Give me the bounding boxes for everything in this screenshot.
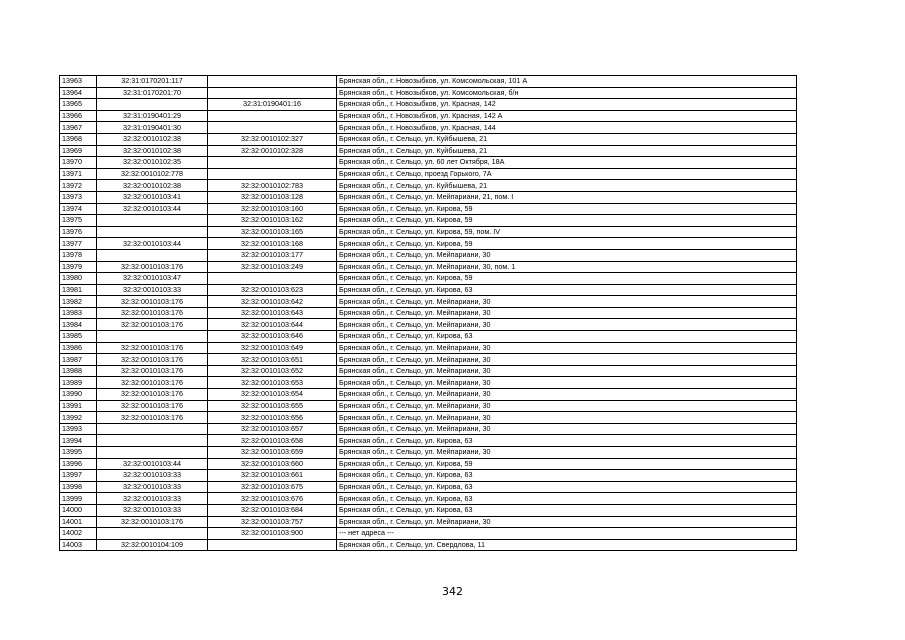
address-cell: Брянская обл., г. Сельцо, ул. Кирова, 59, пом. IV [337, 226, 797, 238]
row-number-cell: 13998 [60, 481, 97, 493]
object-number-cell: 32:32:0010103:661 [208, 470, 337, 482]
table-row [60, 145, 797, 157]
object-number-cell [208, 168, 337, 180]
parcel-number-cell: 32:31:0190401:29 [97, 110, 208, 122]
object-number-cell [208, 122, 337, 134]
address-cell: Брянская обл., г. Сельцо, ул. Мейпариани, 30 [337, 400, 797, 412]
address-cell: Брянская обл., г. Сельцо, ул. Мейпариани, 30 [337, 516, 797, 528]
object-number-cell: 32:32:0010103:656 [208, 412, 337, 424]
table-row [60, 273, 797, 285]
address-cell: Брянская обл., г. Сельцо, ул. Мейпариани, 30 [337, 319, 797, 331]
object-number-cell: 32:32:0010103:653 [208, 377, 337, 389]
address-cell: Брянская обл., г. Сельцо, ул. Кирова, 59 [337, 458, 797, 470]
object-number-cell: 32:32:0010103:177 [208, 249, 337, 261]
row-number-cell: 13997 [60, 470, 97, 482]
address-cell: Брянская обл., г. Сельцо, ул. Кирова, 59 [337, 203, 797, 215]
parcel-number-cell: 32:32:0010102:35 [97, 157, 208, 169]
row-number-cell: 13963 [60, 76, 97, 88]
row-number-cell: 13992 [60, 412, 97, 424]
table-row [60, 157, 797, 169]
address-cell: Брянская обл., г. Сельцо, ул. Мейпариани, 30 [337, 412, 797, 424]
address-cell: Брянская обл., г. Сельцо, ул. Мейпариани, 30 [337, 377, 797, 389]
table-row [60, 516, 797, 528]
row-number-cell: 13967 [60, 122, 97, 134]
address-cell: Брянская обл., г. Сельцо, ул. Куйбышева, 21 [337, 180, 797, 192]
object-number-cell: 32:32:0010103:654 [208, 389, 337, 401]
parcel-number-cell: 32:32:0010102:38 [97, 180, 208, 192]
row-number-cell: 13972 [60, 180, 97, 192]
address-cell: Брянская обл., г. Сельцо, ул. Мейпариани, 30 [337, 365, 797, 377]
parcel-number-cell: 32:32:0010103:33 [97, 504, 208, 516]
row-number-cell: 13988 [60, 365, 97, 377]
object-number-cell: 32:32:0010103:249 [208, 261, 337, 273]
address-cell: Брянская обл., г. Сельцо, ул. 60 лет Октября, 18А [337, 157, 797, 169]
address-cell: Брянская обл., г. Сельцо, ул. Мейпариани, 30 [337, 354, 797, 366]
row-number-cell: 13990 [60, 389, 97, 401]
table-row [60, 180, 797, 192]
row-number-cell: 14003 [60, 539, 97, 551]
table-row [60, 481, 797, 493]
parcel-number-cell: 32:32:0010103:41 [97, 191, 208, 203]
address-cell: Брянская обл., г. Новозыбков, ул. Комсомольская, б/н [337, 87, 797, 99]
table-row [60, 191, 797, 203]
address-cell: Брянская обл., г. Сельцо, ул. Мейпариани, 30 [337, 389, 797, 401]
table-row [60, 458, 797, 470]
parcel-number-cell: 32:32:0010103:176 [97, 342, 208, 354]
object-number-cell: 32:32:0010103:165 [208, 226, 337, 238]
row-number-cell: 13999 [60, 493, 97, 505]
table-row [60, 87, 797, 99]
address-cell: Брянская обл., г. Сельцо, ул. Кирова, 59 [337, 273, 797, 285]
table-row [60, 493, 797, 505]
row-number-cell: 13975 [60, 215, 97, 227]
table-row [60, 238, 797, 250]
parcel-number-cell: 32:32:0010103:176 [97, 516, 208, 528]
address-cell: Брянская обл., г. Сельцо, ул. Свердлова, 11 [337, 539, 797, 551]
row-number-cell: 13969 [60, 145, 97, 157]
object-number-cell: 32:32:0010103:657 [208, 423, 337, 435]
row-number-cell: 13977 [60, 238, 97, 250]
row-number-cell: 13983 [60, 307, 97, 319]
object-number-cell: 32:32:0010103:757 [208, 516, 337, 528]
row-number-cell: 13964 [60, 87, 97, 99]
parcel-number-cell: 32:32:0010103:176 [97, 412, 208, 424]
object-number-cell: 32:32:0010103:900 [208, 528, 337, 540]
address-cell: Брянская обл., г. Сельцо, ул. Кирова, 63 [337, 331, 797, 343]
row-number-cell: 14002 [60, 528, 97, 540]
table-row [60, 447, 797, 459]
table-row [60, 284, 797, 296]
table-row [60, 99, 797, 111]
object-number-cell: 32:32:0010103:652 [208, 365, 337, 377]
parcel-number-cell: 32:32:0010102:778 [97, 168, 208, 180]
row-number-cell: 13965 [60, 99, 97, 111]
row-number-cell: 13980 [60, 273, 97, 285]
table-row [60, 400, 797, 412]
table-row [60, 470, 797, 482]
row-number-cell: 13971 [60, 168, 97, 180]
parcel-number-cell: 32:32:0010103:176 [97, 307, 208, 319]
row-number-cell: 13993 [60, 423, 97, 435]
row-number-cell: 13979 [60, 261, 97, 273]
address-cell: Брянская обл., г. Сельцо, ул. Кирова, 63 [337, 493, 797, 505]
table-row [60, 215, 797, 227]
object-number-cell: 32:32:0010103:660 [208, 458, 337, 470]
parcel-number-cell [97, 447, 208, 459]
table-row [60, 203, 797, 215]
object-number-cell: 32:32:0010103:675 [208, 481, 337, 493]
object-number-cell: 32:32:0010103:168 [208, 238, 337, 250]
row-number-cell: 13994 [60, 435, 97, 447]
address-cell: Брянская обл., г. Сельцо, ул. Кирова, 59 [337, 215, 797, 227]
address-cell: Брянская обл., г. Сельцо, ул. Мейпариани, 30 [337, 342, 797, 354]
row-number-cell: 13996 [60, 458, 97, 470]
object-number-cell: 32:32:0010103:162 [208, 215, 337, 227]
table-row [60, 412, 797, 424]
object-number-cell: 32:32:0010103:649 [208, 342, 337, 354]
row-number-cell: 13966 [60, 110, 97, 122]
parcel-number-cell: 32:32:0010103:176 [97, 354, 208, 366]
object-number-cell: 32:32:0010102:783 [208, 180, 337, 192]
parcel-number-cell: 32:32:0010103:176 [97, 296, 208, 308]
page-number: 342 [442, 585, 463, 598]
object-number-cell: 32:32:0010103:644 [208, 319, 337, 331]
row-number-cell: 13982 [60, 296, 97, 308]
table-row [60, 389, 797, 401]
parcel-number-cell: 32:32:0010103:33 [97, 493, 208, 505]
object-number-cell: 32:32:0010103:643 [208, 307, 337, 319]
parcel-number-cell [97, 331, 208, 343]
table-row [60, 76, 797, 88]
table-row [60, 423, 797, 435]
address-cell: Брянская обл., г. Новозыбков, ул. Красная, 142 А [337, 110, 797, 122]
object-number-cell: 32:32:0010103:646 [208, 331, 337, 343]
object-number-cell [208, 76, 337, 88]
table-row [60, 307, 797, 319]
address-cell: Брянская обл., г. Новозыбков, ул. Красная, 144 [337, 122, 797, 134]
object-number-cell: 32:32:0010103:659 [208, 447, 337, 459]
row-number-cell: 13991 [60, 400, 97, 412]
parcel-number-cell: 32:32:0010103:44 [97, 458, 208, 470]
address-cell: Брянская обл., г. Сельцо, ул. Мейпариани, 30 [337, 423, 797, 435]
address-cell: Брянская обл., г. Сельцо, ул. Кирова, 63 [337, 481, 797, 493]
parcel-number-cell: 32:31:0170201:70 [97, 87, 208, 99]
object-number-cell: 32:32:0010102:327 [208, 133, 337, 145]
registry-table-body [60, 76, 797, 551]
table-row [60, 331, 797, 343]
parcel-number-cell [97, 249, 208, 261]
parcel-number-cell: 32:32:0010102:38 [97, 145, 208, 157]
row-number-cell: 13987 [60, 354, 97, 366]
parcel-number-cell: 32:32:0010103:176 [97, 261, 208, 273]
table-row [60, 122, 797, 134]
parcel-number-cell: 32:32:0010102:38 [97, 133, 208, 145]
object-number-cell [208, 273, 337, 285]
address-cell: Брянская обл., г. Сельцо, ул. Кирова, 59 [337, 238, 797, 250]
parcel-number-cell: 32:32:0010103:176 [97, 400, 208, 412]
table-row [60, 528, 797, 540]
table-row [60, 249, 797, 261]
parcel-number-cell [97, 226, 208, 238]
parcel-number-cell [97, 435, 208, 447]
address-cell: Брянская обл., г. Сельцо, ул. Кирова, 63 [337, 470, 797, 482]
parcel-number-cell [97, 99, 208, 111]
object-number-cell: 32:32:0010103:642 [208, 296, 337, 308]
row-number-cell: 13978 [60, 249, 97, 261]
parcel-number-cell: 32:32:0010103:47 [97, 273, 208, 285]
object-number-cell: 32:32:0010103:128 [208, 191, 337, 203]
table-row [60, 504, 797, 516]
row-number-cell: 13984 [60, 319, 97, 331]
row-number-cell: 13986 [60, 342, 97, 354]
parcel-number-cell [97, 215, 208, 227]
object-number-cell [208, 539, 337, 551]
object-number-cell [208, 110, 337, 122]
parcel-number-cell [97, 423, 208, 435]
address-cell: Брянская обл., г. Новозыбков, ул. Красная, 142 [337, 99, 797, 111]
address-cell: Брянская обл., г. Сельцо, ул. Куйбышева, 21 [337, 133, 797, 145]
address-cell: Брянская обл., г. Новозыбков, ул. Комсомольская, 101 А [337, 76, 797, 88]
row-number-cell: 14000 [60, 504, 97, 516]
address-cell: Брянская обл., г. Сельцо, ул. Кирова, 63 [337, 435, 797, 447]
table-row [60, 539, 797, 551]
registry-table [59, 75, 797, 551]
object-number-cell: 32:32:0010103:623 [208, 284, 337, 296]
address-cell: --- нет адреса --- [337, 528, 797, 540]
row-number-cell: 13970 [60, 157, 97, 169]
parcel-number-cell: 32:32:0010103:176 [97, 389, 208, 401]
table-row [60, 296, 797, 308]
table-row [60, 261, 797, 273]
parcel-number-cell: 32:31:0190401:30 [97, 122, 208, 134]
parcel-number-cell: 32:32:0010103:176 [97, 377, 208, 389]
table-row [60, 226, 797, 238]
table-row [60, 354, 797, 366]
parcel-number-cell: 32:32:0010103:44 [97, 238, 208, 250]
parcel-number-cell: 32:32:0010104:109 [97, 539, 208, 551]
parcel-number-cell: 32:32:0010103:33 [97, 470, 208, 482]
row-number-cell: 13985 [60, 331, 97, 343]
table-row [60, 342, 797, 354]
parcel-number-cell: 32:32:0010103:44 [97, 203, 208, 215]
row-number-cell: 13974 [60, 203, 97, 215]
object-number-cell: 32:32:0010103:684 [208, 504, 337, 516]
object-number-cell [208, 157, 337, 169]
object-number-cell: 32:32:0010103:676 [208, 493, 337, 505]
object-number-cell [208, 87, 337, 99]
table-row [60, 365, 797, 377]
row-number-cell: 13976 [60, 226, 97, 238]
address-cell: Брянская обл., г. Сельцо, ул. Мейпариани, 30 [337, 447, 797, 459]
row-number-cell: 13989 [60, 377, 97, 389]
address-cell: Брянская обл., г. Сельцо, ул. Мейпариани, 30 [337, 307, 797, 319]
object-number-cell: 32:32:0010103:655 [208, 400, 337, 412]
parcel-number-cell: 32:32:0010103:176 [97, 365, 208, 377]
object-number-cell: 32:32:0010103:160 [208, 203, 337, 215]
table-row [60, 377, 797, 389]
row-number-cell: 13981 [60, 284, 97, 296]
row-number-cell: 13973 [60, 191, 97, 203]
parcel-number-cell: 32:31:0170201:117 [97, 76, 208, 88]
table-row [60, 133, 797, 145]
address-cell: Брянская обл., г. Сельцо, ул. Мейпариани, 30, пом. 1 [337, 261, 797, 273]
object-number-cell: 32:32:0010103:658 [208, 435, 337, 447]
object-number-cell: 32:32:0010102:328 [208, 145, 337, 157]
row-number-cell: 13968 [60, 133, 97, 145]
row-number-cell: 14001 [60, 516, 97, 528]
parcel-number-cell: 32:32:0010103:33 [97, 284, 208, 296]
address-cell: Брянская обл., г. Сельцо, ул. Мейпариани, 30 [337, 249, 797, 261]
address-cell: Брянская обл., г. Сельцо, ул. Куйбышева, 21 [337, 145, 797, 157]
parcel-number-cell [97, 528, 208, 540]
address-cell: Брянская обл., г. Сельцо, ул. Мейпариани, 21, пом. I [337, 191, 797, 203]
address-cell: Брянская обл., г. Сельцо, ул. Мейпариани, 30 [337, 296, 797, 308]
address-cell: Брянская обл., г. Сельцо, проезд Горького, 7А [337, 168, 797, 180]
table-row [60, 435, 797, 447]
object-number-cell: 32:32:0010103:651 [208, 354, 337, 366]
table-row [60, 110, 797, 122]
parcel-number-cell: 32:32:0010103:176 [97, 319, 208, 331]
address-cell: Брянская обл., г. Сельцо, ул. Кирова, 63 [337, 284, 797, 296]
table-row [60, 168, 797, 180]
object-number-cell: 32:31:0190401:16 [208, 99, 337, 111]
table-row [60, 319, 797, 331]
address-cell: Брянская обл., г. Сельцо, ул. Кирова, 63 [337, 504, 797, 516]
parcel-number-cell: 32:32:0010103:33 [97, 481, 208, 493]
row-number-cell: 13995 [60, 447, 97, 459]
